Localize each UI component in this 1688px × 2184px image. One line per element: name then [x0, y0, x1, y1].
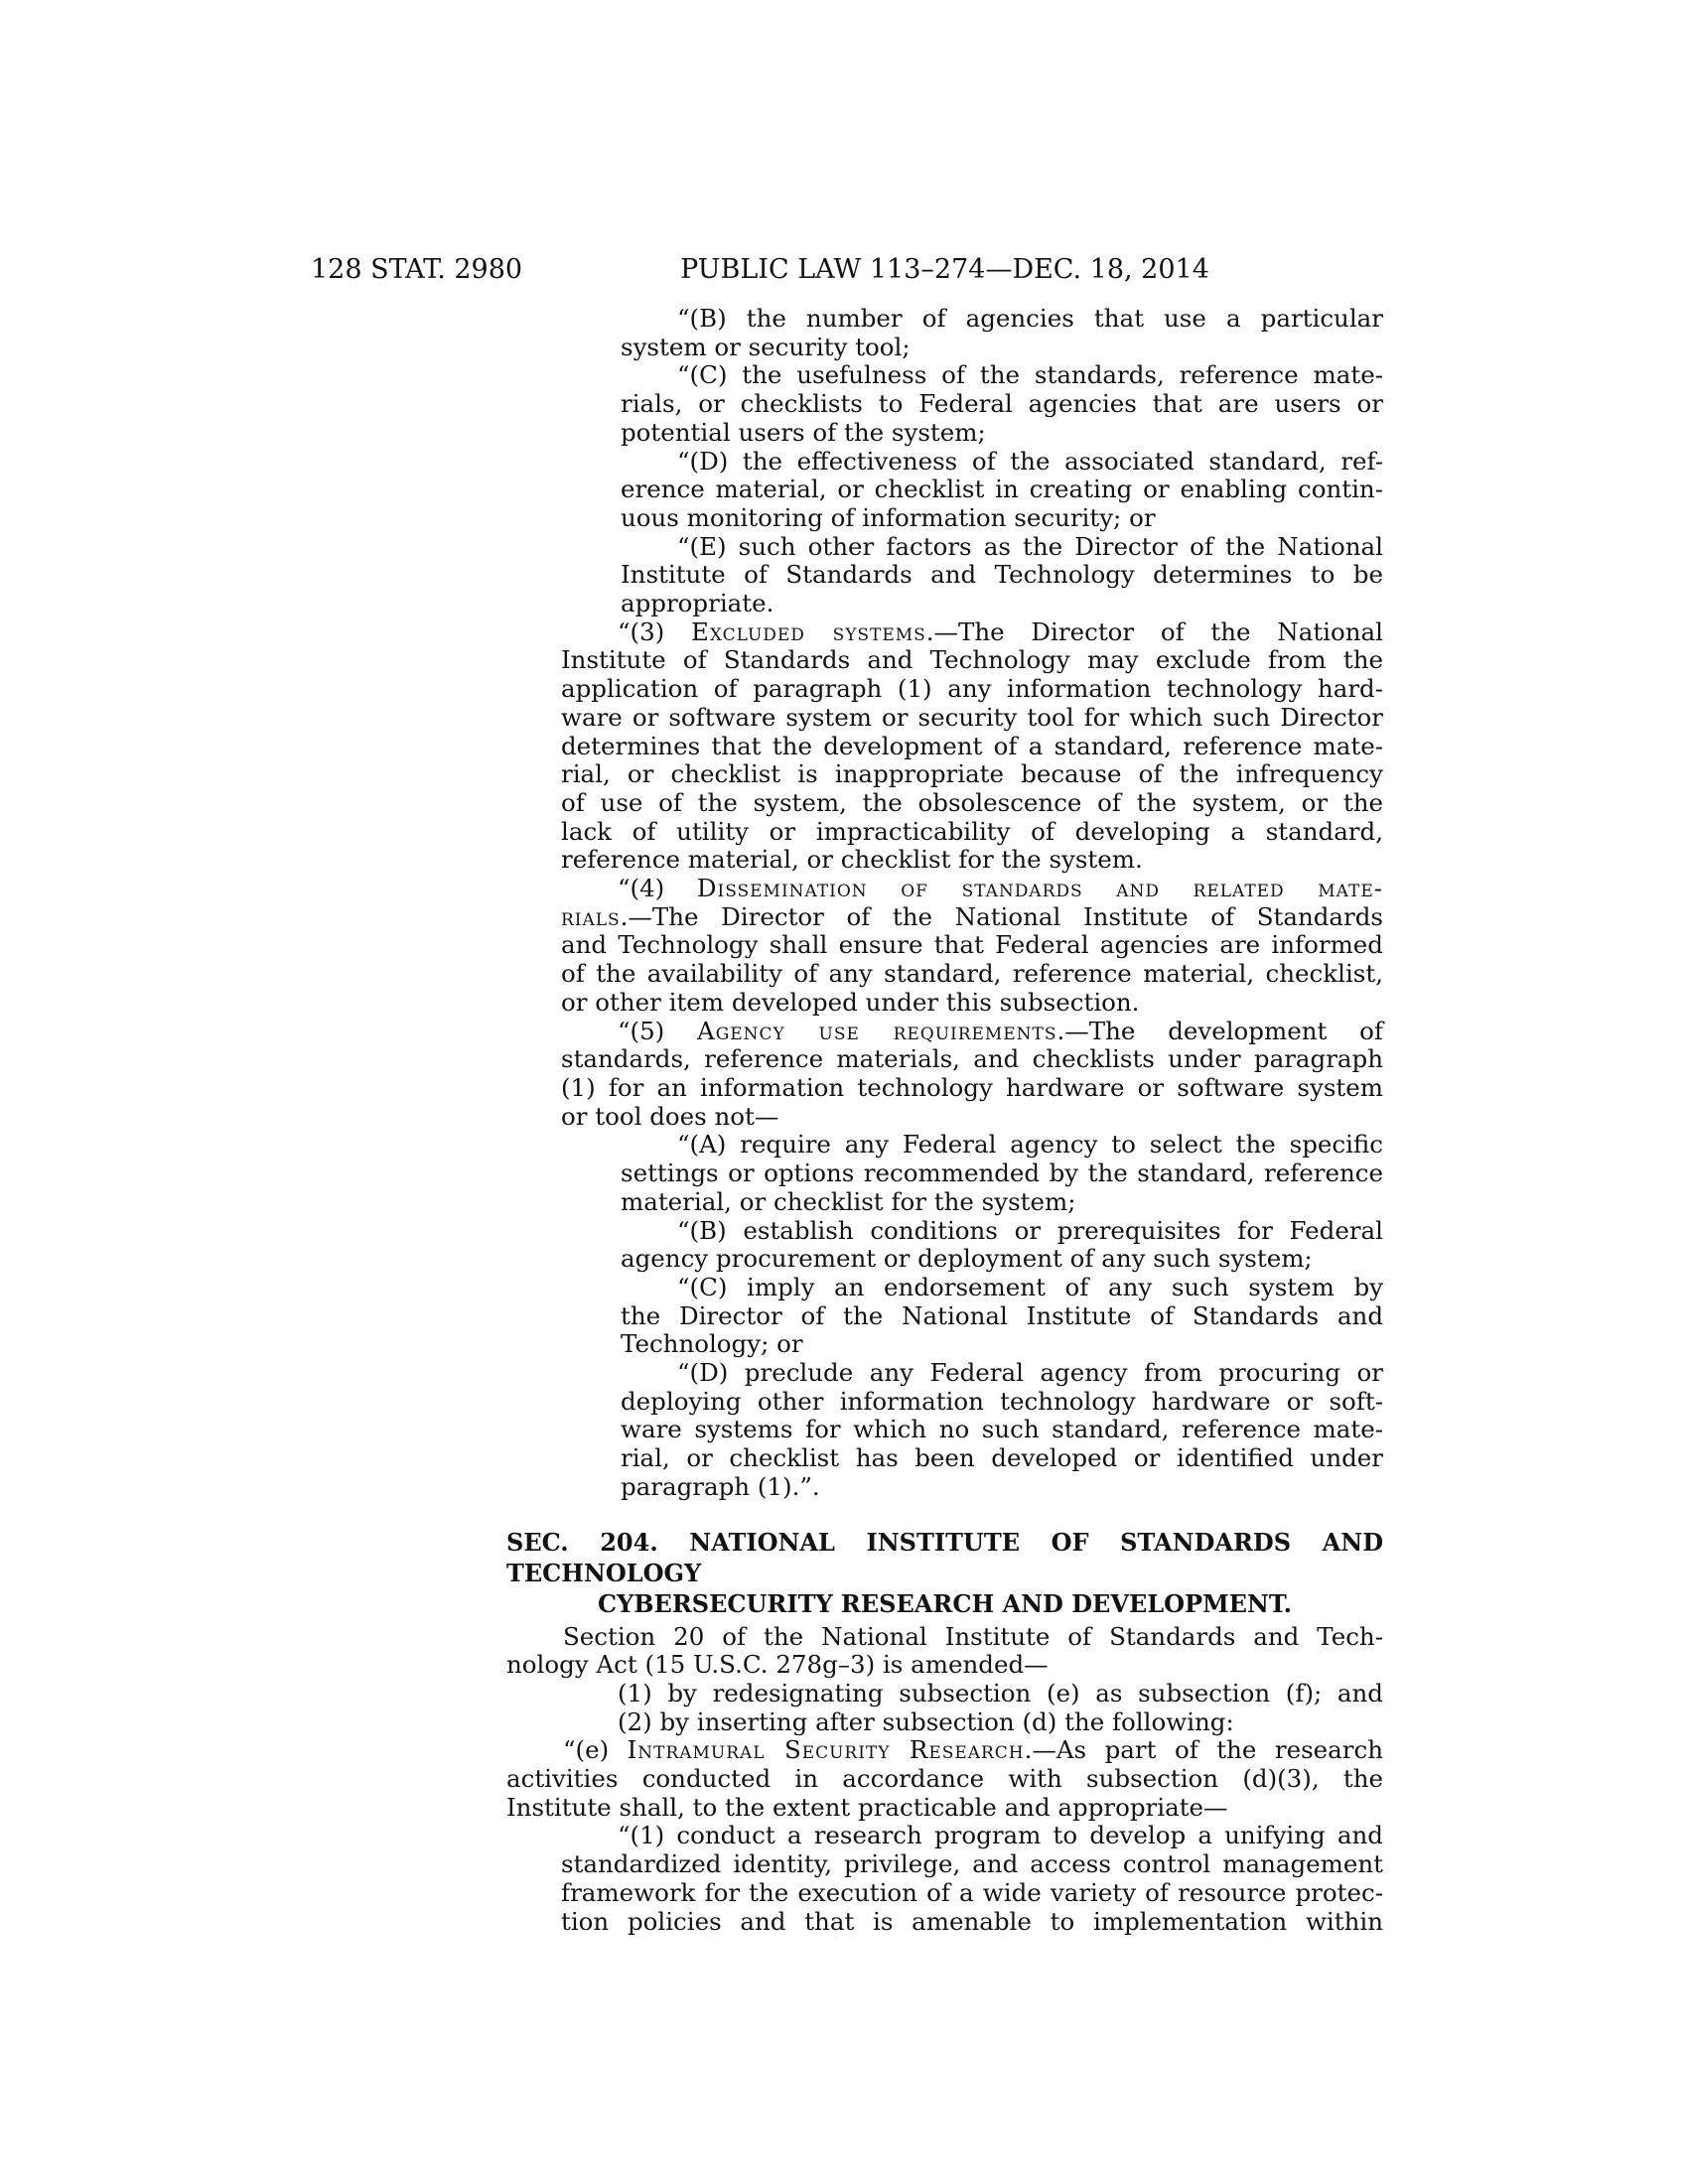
body-text: application of paragraph (1) any information technology hard- [561, 674, 1383, 704]
text-line [621, 476, 1383, 504]
text-line [506, 1623, 1383, 1652]
text-line [561, 1018, 1383, 1046]
body-text: ware systems for which no such standard, reference mate- [621, 1415, 1383, 1444]
text-line [621, 1188, 1383, 1217]
body-text: “(1) conduct a research program to develop a unifying and [618, 1821, 1383, 1850]
text-line [621, 1245, 1383, 1274]
body-text: “(D) preclude any Federal agency from procuring or [677, 1358, 1383, 1388]
text-line [621, 419, 1383, 448]
text-line [621, 390, 1383, 419]
body-text: rial, or checklist is inappropriate because of the infrequency [561, 759, 1383, 789]
text-line [561, 1103, 1383, 1132]
body-text: Institute of Standards and Technology may exclude from the [561, 645, 1383, 675]
body-text: erence material, or checklist in creating or enabling contin- [621, 475, 1383, 504]
text-line [621, 1217, 1383, 1246]
text-line [506, 1765, 1383, 1794]
text-line [561, 760, 1383, 789]
text-line [561, 618, 1383, 647]
text-line [561, 704, 1383, 733]
text-line [621, 1274, 1383, 1302]
body-text: rials, or checklists to Federal agencies that are users or [621, 389, 1383, 419]
body-text: “(B) the number of agencies that use a particular [677, 304, 1383, 333]
body-text: tion policies and that is amenable to implementation within [561, 1906, 1383, 1936]
body-text: reference material, or checklist for the system. [561, 845, 1143, 875]
body-text: lack of utility or impracticability of developing a standard, [561, 816, 1383, 846]
body-text: .—The development of [1056, 1016, 1383, 1045]
body-text: activities conducted in accordance with subsection (d)(3), the [506, 1764, 1383, 1794]
text-line [561, 1045, 1383, 1074]
body-text: .—The Director of the National Institute of Standards [620, 901, 1383, 931]
statute-body-lower [506, 1623, 1383, 1937]
text-line [621, 1416, 1383, 1444]
text-line [506, 1794, 1383, 1823]
text-line [621, 1302, 1383, 1331]
text-line [621, 361, 1383, 390]
body-text: ware or software system or security tool for which such Director [561, 702, 1383, 732]
text-line [561, 1908, 1383, 1937]
body-text: “(E) such other factors as the Director of the National [677, 531, 1383, 561]
text-line [561, 989, 1383, 1018]
body-text: potential users of the system; [621, 417, 986, 447]
body-text: (1) by redesignating subsection (e) as subsection (f); and [618, 1678, 1383, 1707]
body-text: paragraph (1).”. [621, 1471, 820, 1501]
text-line [621, 1444, 1383, 1473]
text-line [561, 960, 1383, 989]
text-line [561, 1074, 1383, 1103]
text-line [561, 1708, 1383, 1737]
body-text: “(5) [618, 1016, 698, 1045]
text-line [561, 789, 1383, 818]
text-line [561, 1822, 1383, 1850]
text-line [561, 903, 1383, 932]
body-text: and Technology shall ensure that Federal agencies are informed [561, 930, 1383, 960]
text-line [621, 334, 1383, 362]
law-title-header: PUBLIC LAW 113–274—DEC. 18, 2014 [680, 254, 1209, 285]
body-text: of the availability of any standard, reference material, checklist, [561, 959, 1383, 989]
body-text: “(C) the usefulness of the standards, reference mate- [677, 360, 1383, 390]
small-caps-heading-text: rials [561, 901, 621, 931]
text-line [621, 561, 1383, 590]
small-caps-heading-text: Agency use requirements [697, 1016, 1057, 1045]
body-text: rial, or checklist has been developed or identified under [621, 1443, 1383, 1473]
body-text: (1) for an information technology hardware or software system [561, 1072, 1383, 1102]
body-text: or other item developed under this subsection. [561, 987, 1140, 1017]
text-line [621, 590, 1383, 618]
text-line [506, 1736, 1383, 1765]
section-heading [506, 1527, 1383, 1619]
body-text: framework for the execution of a wide variety of resource protec- [561, 1877, 1383, 1907]
text-line [561, 1850, 1383, 1879]
text-line [621, 305, 1383, 334]
text-line [621, 504, 1383, 533]
body-text: uous monitoring of information security; or [621, 502, 1156, 532]
stat-page-number: 128 STAT. 2980 [311, 254, 523, 285]
text-line [561, 875, 1383, 903]
body-text: standards, reference materials, and checklists under paragraph [561, 1044, 1383, 1074]
text-line [561, 931, 1383, 960]
text-line [561, 818, 1383, 847]
text-line [561, 1879, 1383, 1908]
text-line [621, 1330, 1383, 1359]
body-text: or tool does not— [561, 1101, 779, 1131]
body-text: the Director of the National Institute of Standards and [621, 1300, 1383, 1330]
body-text: “(3) [618, 616, 691, 646]
text-line [621, 1359, 1383, 1388]
body-text: system or security tool; [621, 332, 911, 361]
small-caps-heading-text: Intramural Security Research [627, 1735, 1025, 1765]
text-line [621, 1388, 1383, 1417]
text-line [621, 1160, 1383, 1188]
body-text: “(4) [618, 874, 697, 903]
text-line [621, 533, 1383, 562]
text-line [561, 646, 1383, 675]
body-text: Section 20 of the National Institute of Standards and Tech- [563, 1621, 1383, 1651]
text-line [506, 1651, 1383, 1680]
body-text: determines that the development of a standard, reference mate- [561, 731, 1383, 760]
text-line [561, 675, 1383, 704]
body-text: appropriate. [621, 589, 774, 618]
body-text: Technology; or [621, 1329, 803, 1359]
body-text: settings or options recommended by the standard, reference [621, 1159, 1383, 1188]
text-line [561, 846, 1383, 875]
statute-body-upper [506, 305, 1383, 1502]
body-text: “(B) establish conditions or prerequisites for Federal [677, 1215, 1383, 1245]
text-line [561, 733, 1383, 761]
body-text: agency procurement or deployment of any such system; [621, 1244, 1313, 1274]
body-text: standardized identity, privilege, and access control management [561, 1849, 1383, 1879]
section-heading-line2: CYBERSECURITY RESEARCH AND DEVELOPMENT. [598, 1588, 1292, 1618]
body-text: material, or checklist for the system; [621, 1186, 1076, 1216]
body-text: (2) by inserting after subsection (d) the following: [618, 1706, 1234, 1736]
body-text: “(A) require any Federal agency to select the specific [677, 1130, 1383, 1160]
text-line [561, 1680, 1383, 1708]
body-text: “(D) the effectiveness of the associated standard, ref- [677, 446, 1383, 476]
body-text: Institute of Standards and Technology determines to be [621, 560, 1383, 590]
small-caps-heading-text: Dissemination of standards and related mate- [696, 874, 1383, 903]
body-text: of use of the system, the obsolescence of the system, or the [561, 787, 1383, 817]
text-line [621, 448, 1383, 477]
body-text: deploying other information technology hardware or soft- [621, 1386, 1383, 1416]
section-heading-line1: SEC. 204. NATIONAL INSTITUTE OF STANDARDS AND TECHNOLOGY [506, 1527, 1383, 1587]
body-text: nology Act (15 U.S.C. 278g–3) is amended— [506, 1650, 1049, 1680]
body-text: .—The Director of the National [925, 616, 1383, 646]
small-caps-heading-text: Excluded systems [690, 616, 926, 646]
statute-text-column [506, 305, 1383, 1936]
body-text: Institute shall, to the extent practicable and appropriate— [506, 1792, 1228, 1822]
body-text: “(C) imply an endorsement of any such system by [677, 1272, 1383, 1301]
text-line [621, 1473, 1383, 1502]
text-line [621, 1131, 1383, 1160]
body-text: .—As part of the research [1024, 1735, 1383, 1765]
body-text: “(e) [563, 1735, 628, 1765]
